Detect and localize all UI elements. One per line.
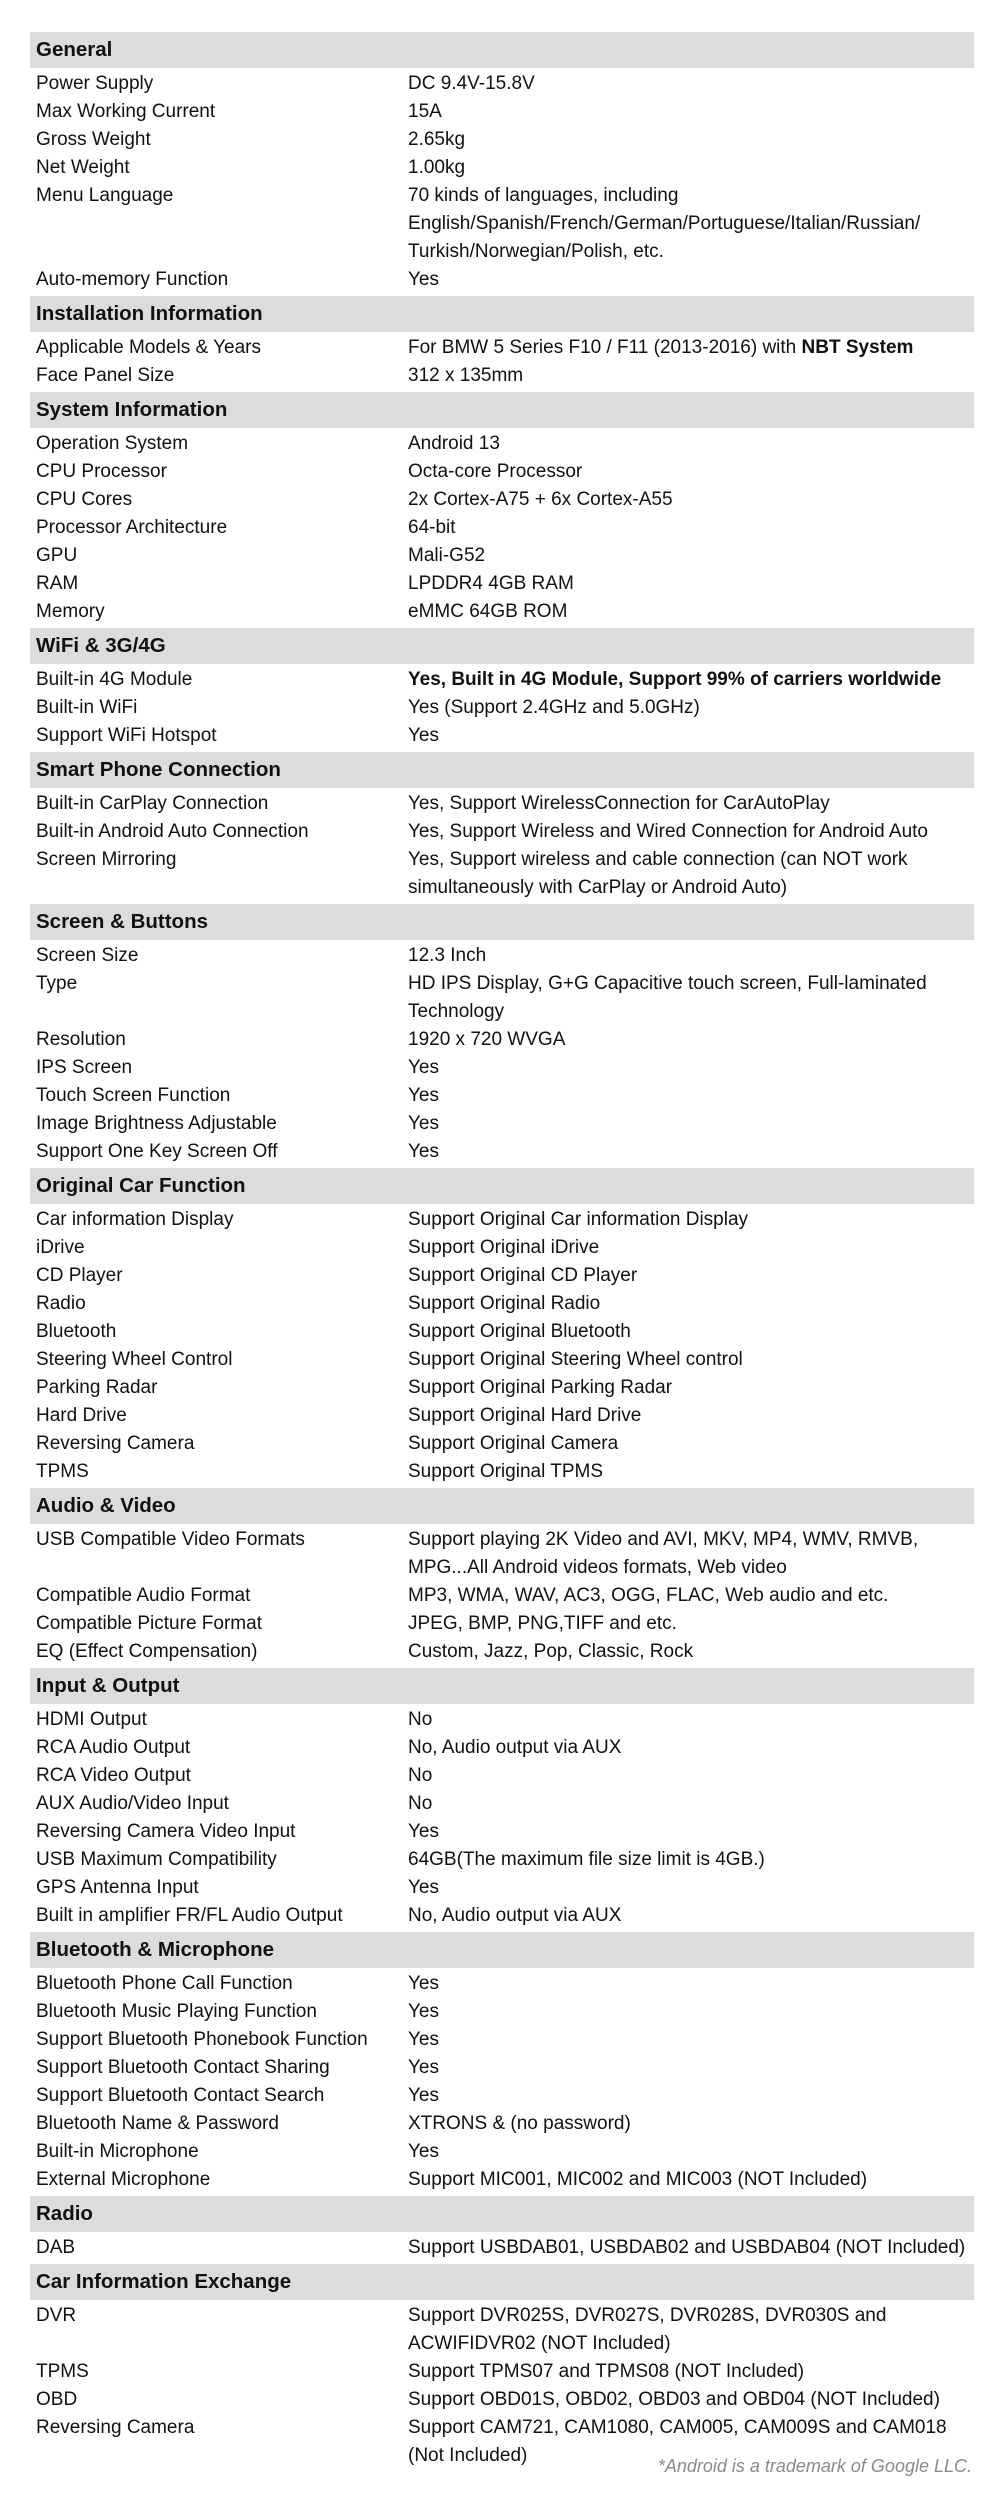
spec-row: [30, 1610, 974, 1638]
spec-value-text: HD IPS Display, G+G Capacitive touch screen, Full-laminated Technology: [408, 973, 927, 1022]
spec-value: [408, 1874, 974, 1902]
spec-label: Operation System: [36, 433, 189, 454]
section-rows: [30, 428, 974, 628]
spec-value-text: Support Original iDrive: [408, 1237, 600, 1258]
spec-value: [408, 1026, 974, 1054]
spec-section: [30, 1168, 974, 1488]
spec-label: TPMS: [36, 1461, 89, 1482]
spec-row: [30, 1762, 974, 1790]
spec-value-text: 64GB(The maximum file size limit is 4GB.): [408, 1849, 765, 1870]
spec-value-text: DC 9.4V-15.8V: [408, 73, 535, 94]
spec-value: [408, 570, 974, 598]
section-title: Audio & Video: [30, 1488, 974, 1524]
spec-value: [408, 666, 974, 694]
spec-label: TPMS: [36, 2361, 89, 2382]
spec-value-text: Android 13: [408, 433, 500, 454]
spec-value: [408, 458, 974, 486]
spec-value-text: No: [408, 1765, 433, 1786]
spec-value-text: 15A: [408, 101, 442, 122]
spec-value: [408, 2054, 974, 2082]
spec-value-emphasis: Yes, Built in 4G Module, Support 99% of carriers worldwide: [408, 669, 942, 690]
section-rows: [30, 940, 974, 1168]
section-rows: [30, 788, 974, 904]
spec-row: [30, 1458, 974, 1486]
spec-section: [30, 628, 974, 752]
spec-label: Steering Wheel Control: [36, 1349, 233, 1370]
spec-row: [30, 722, 974, 750]
spec-value: [408, 362, 974, 390]
spec-label: Support Bluetooth Contact Search: [36, 2085, 325, 2106]
spec-label: Reversing Camera: [36, 2417, 195, 2438]
spec-value: [408, 1638, 974, 1666]
spec-row: [30, 1874, 974, 1902]
spec-value-text: Yes, Support Wireless and Wired Connection for Android Auto: [408, 821, 928, 842]
spec-row: [30, 514, 974, 542]
spec-value: [408, 1290, 974, 1318]
spec-label: CD Player: [36, 1265, 123, 1286]
spec-label: Reversing Camera: [36, 1433, 195, 1454]
spec-value: [408, 694, 974, 722]
spec-value: [408, 1734, 974, 1762]
spec-value-text: Support Original Radio: [408, 1293, 601, 1314]
spec-label: DAB: [36, 2237, 76, 2258]
spec-row: [30, 1262, 974, 1290]
spec-value-text: Support MIC001, MIC002 and MIC003 (NOT Included): [408, 2169, 868, 2190]
spec-value-text: 1.00kg: [408, 157, 466, 178]
spec-value: [408, 598, 974, 626]
section-rows: [30, 1704, 974, 1932]
spec-row: [30, 790, 974, 818]
spec-row: [30, 458, 974, 486]
spec-label: Compatible Picture Format: [36, 1613, 262, 1634]
spec-label: Applicable Models & Years: [36, 337, 261, 358]
spec-label: Type: [36, 973, 78, 994]
spec-row: [30, 1138, 974, 1166]
spec-value: [408, 542, 974, 570]
spec-value: [408, 1706, 974, 1734]
spec-row: [30, 942, 974, 970]
spec-value: [408, 1846, 974, 1874]
spec-value-text: Yes: [408, 1113, 439, 1134]
spec-value-text: 64-bit: [408, 517, 456, 538]
spec-section: [30, 1932, 974, 2196]
spec-label: HDMI Output: [36, 1709, 147, 1730]
spec-value-text: Yes: [408, 725, 439, 746]
spec-label: Max Working Current: [36, 101, 216, 122]
spec-value: [408, 182, 974, 266]
spec-value-text: Yes: [408, 2029, 439, 2050]
spec-label: Built-in Microphone: [36, 2141, 199, 2162]
spec-label: Gross Weight: [36, 129, 151, 150]
spec-value: [408, 818, 974, 846]
spec-value: [408, 98, 974, 126]
spec-value-text: Yes, Support WirelessConnection for CarAutoPlay: [408, 793, 830, 814]
spec-value-text: Support TPMS07 and TPMS08 (NOT Included): [408, 2361, 805, 2382]
spec-row: [30, 266, 974, 294]
spec-value-text: Support Original TPMS: [408, 1461, 604, 1482]
spec-value: [408, 1206, 974, 1234]
spec-value: [408, 2026, 974, 2054]
spec-row: [30, 1638, 974, 1666]
spec-value-text: Support DVR025S, DVR027S, DVR028S, DVR030S and ACWIFIDVR02 (NOT Included): [408, 2305, 887, 2354]
spec-value: [408, 1054, 974, 1082]
section-rows: [30, 332, 974, 392]
spec-row: [30, 1970, 974, 1998]
spec-label: Built-in Android Auto Connection: [36, 821, 309, 842]
spec-row: [30, 1110, 974, 1138]
spec-row: [30, 846, 974, 902]
spec-value-emphasis: NBT System: [801, 337, 914, 358]
spec-value: [408, 486, 974, 514]
spec-label: Image Brightness Adjustable: [36, 1113, 277, 1134]
spec-row: [30, 1582, 974, 1610]
spec-label: Bluetooth: [36, 1321, 117, 1342]
spec-label: Support One Key Screen Off: [36, 1141, 278, 1162]
section-rows: [30, 2300, 974, 2472]
section-title: Installation Information: [30, 296, 974, 332]
spec-row: [30, 2082, 974, 2110]
spec-row: [30, 2358, 974, 2386]
spec-label: IPS Screen: [36, 1057, 133, 1078]
spec-row: [30, 2054, 974, 2082]
spec-value-text: Yes: [408, 1085, 439, 1106]
spec-row: [30, 2166, 974, 2194]
spec-row: [30, 2386, 974, 2414]
spec-value: [408, 1110, 974, 1138]
spec-row: [30, 334, 974, 362]
spec-sheet: [30, 32, 974, 2472]
spec-value: [408, 1138, 974, 1166]
spec-row: [30, 694, 974, 722]
spec-row: [30, 362, 974, 390]
spec-value-text: Yes: [408, 2057, 439, 2078]
spec-value-text: Support Original CD Player: [408, 1265, 638, 1286]
spec-label: Power Supply: [36, 73, 154, 94]
spec-value-text: Yes: [408, 2085, 439, 2106]
spec-row: [30, 2110, 974, 2138]
spec-label: GPS Antenna Input: [36, 1877, 199, 1898]
spec-label: RAM: [36, 573, 79, 594]
spec-label: GPU: [36, 545, 78, 566]
spec-value: [408, 126, 974, 154]
spec-value: [408, 2138, 974, 2166]
spec-row: [30, 70, 974, 98]
section-title: Car Information Exchange: [30, 2264, 974, 2300]
section-title: Smart Phone Connection: [30, 752, 974, 788]
spec-value-text: eMMC 64GB ROM: [408, 601, 568, 622]
spec-value: [408, 970, 974, 1026]
spec-value: [408, 2234, 974, 2262]
section-title: System Information: [30, 392, 974, 428]
spec-label: Compatible Audio Format: [36, 1585, 251, 1606]
spec-label: Menu Language: [36, 185, 174, 206]
spec-row: [30, 1790, 974, 1818]
spec-value: [408, 790, 974, 818]
spec-label: Bluetooth Name & Password: [36, 2113, 279, 2134]
spec-label: CPU Cores: [36, 489, 133, 510]
spec-value-text: 70 kinds of languages, including English/Spanish/French/German/Portuguese/Italian/Russian/ Turkish/Norwegian/Polish, etc.: [408, 185, 921, 262]
spec-section: [30, 392, 974, 628]
spec-value: [408, 1458, 974, 1486]
spec-label: Support Bluetooth Phonebook Function: [36, 2029, 368, 2050]
spec-row: [30, 1846, 974, 1874]
spec-value-text: 1920 x 720 WVGA: [408, 1029, 566, 1050]
spec-label: Processor Architecture: [36, 517, 228, 538]
spec-value-text: Support playing 2K Video and AVI, MKV, MP4, WMV, RMVB, MPG...All Android videos formats, Web video: [408, 1529, 919, 1578]
spec-value-text: Custom, Jazz, Pop, Classic, Rock: [408, 1641, 694, 1662]
spec-section: [30, 296, 974, 392]
spec-row: [30, 98, 974, 126]
spec-value-text: No: [408, 1709, 433, 1730]
spec-row: [30, 570, 974, 598]
spec-label: Support Bluetooth Contact Sharing: [36, 2057, 330, 2078]
spec-value-text: Yes: [408, 1973, 439, 1994]
spec-label: RCA Video Output: [36, 1765, 191, 1786]
section-title: Input & Output: [30, 1668, 974, 1704]
spec-row: [30, 430, 974, 458]
spec-value: [408, 1402, 974, 1430]
section-rows: [30, 1968, 974, 2196]
spec-label: Resolution: [36, 1029, 126, 1050]
spec-value-text: No: [408, 1793, 433, 1814]
spec-value: [408, 1902, 974, 1930]
spec-value-text: For BMW 5 Series F10 / F11 (2013-2016) with: [408, 337, 802, 358]
spec-row: [30, 542, 974, 570]
spec-row: [30, 1346, 974, 1374]
spec-label: Parking Radar: [36, 1377, 158, 1398]
spec-value: [408, 1234, 974, 1262]
spec-section: [30, 2264, 974, 2472]
spec-value: [408, 2110, 974, 2138]
spec-row: [30, 970, 974, 1026]
spec-row: [30, 154, 974, 182]
spec-row: [30, 2302, 974, 2358]
spec-value: [408, 1526, 974, 1582]
section-title: WiFi & 3G/4G: [30, 628, 974, 664]
spec-value: [408, 1346, 974, 1374]
spec-value-text: Support USBDAB01, USBDAB02 and USBDAB04 (NOT Included): [408, 2237, 966, 2258]
spec-label: Support WiFi Hotspot: [36, 725, 217, 746]
spec-row: [30, 2234, 974, 2262]
spec-row: [30, 598, 974, 626]
spec-value-text: Support Original Parking Radar: [408, 1377, 673, 1398]
spec-label: Built-in 4G Module: [36, 669, 193, 690]
section-title: Original Car Function: [30, 1168, 974, 1204]
spec-label: Auto-memory Function: [36, 269, 229, 290]
spec-value-text: Yes, Support wireless and cable connection (can NOT work simultaneously with CarPlay or Android Auto): [408, 849, 908, 898]
spec-row: [30, 1430, 974, 1458]
spec-value: [408, 1998, 974, 2026]
spec-label: Built in amplifier FR/FL Audio Output: [36, 1905, 343, 1926]
spec-value: [408, 1762, 974, 1790]
spec-label: Face Panel Size: [36, 365, 175, 386]
section-rows: [30, 1204, 974, 1488]
spec-row: [30, 1734, 974, 1762]
spec-value: [408, 2302, 974, 2358]
spec-value: [408, 1790, 974, 1818]
spec-value: [408, 154, 974, 182]
spec-label: Screen Size: [36, 945, 139, 966]
spec-value: [408, 70, 974, 98]
spec-row: [30, 2026, 974, 2054]
spec-section: [30, 32, 974, 296]
spec-value: [408, 266, 974, 294]
spec-label: External Microphone: [36, 2169, 211, 2190]
spec-label: Built-in WiFi: [36, 697, 138, 718]
spec-row: [30, 126, 974, 154]
spec-value: [408, 1082, 974, 1110]
spec-value-text: Yes: [408, 2141, 439, 2162]
spec-row: [30, 1374, 974, 1402]
spec-value-text: Yes: [408, 1057, 439, 1078]
spec-label: Bluetooth Music Playing Function: [36, 2001, 317, 2022]
spec-value: [408, 514, 974, 542]
spec-label: AUX Audio/Video Input: [36, 1793, 229, 1814]
section-title: Radio: [30, 2196, 974, 2232]
spec-label: Screen Mirroring: [36, 849, 177, 870]
spec-value-text: Octa-core Processor: [408, 461, 583, 482]
spec-value: [408, 430, 974, 458]
spec-value-text: No, Audio output via AUX: [408, 1905, 622, 1926]
spec-value: [408, 2166, 974, 2194]
spec-value-text: Yes: [408, 2001, 439, 2022]
spec-value: [408, 2358, 974, 2386]
spec-value-text: XTRONS & (no password): [408, 2113, 631, 2134]
spec-value-text: Yes: [408, 1877, 439, 1898]
spec-value: [408, 2386, 974, 2414]
spec-value-text: JPEG, BMP, PNG,TIFF and etc.: [408, 1613, 677, 1634]
spec-value-text: 312 x 135mm: [408, 365, 524, 386]
section-rows: [30, 2232, 974, 2264]
spec-row: [30, 1054, 974, 1082]
spec-value-text: 2.65kg: [408, 129, 466, 150]
spec-row: [30, 1026, 974, 1054]
spec-value: [408, 1374, 974, 1402]
spec-value-text: 12.3 Inch: [408, 945, 487, 966]
spec-label: OBD: [36, 2389, 78, 2410]
spec-value-text: Mali-G52: [408, 545, 486, 566]
section-title: General: [30, 32, 974, 68]
spec-value: [408, 334, 974, 362]
spec-value-text: Yes: [408, 1821, 439, 1842]
spec-value-text: MP3, WMA, WAV, AC3, OGG, FLAC, Web audio and etc.: [408, 1585, 889, 1606]
spec-value-text: Yes: [408, 1141, 439, 1162]
spec-value: [408, 846, 974, 902]
spec-label: DVR: [36, 2305, 77, 2326]
section-rows: [30, 68, 974, 296]
spec-row: [30, 1206, 974, 1234]
spec-value: [408, 942, 974, 970]
spec-label: Car information Display: [36, 1209, 234, 1230]
section-rows: [30, 664, 974, 752]
spec-value: [408, 1582, 974, 1610]
spec-value: [408, 1430, 974, 1458]
spec-row: [30, 666, 974, 694]
spec-value-text: No, Audio output via AUX: [408, 1737, 622, 1758]
spec-row: [30, 1902, 974, 1930]
spec-value-text: Support Original Hard Drive: [408, 1405, 642, 1426]
spec-label: USB Compatible Video Formats: [36, 1529, 305, 1550]
section-title: Bluetooth & Microphone: [30, 1932, 974, 1968]
spec-label: Net Weight: [36, 157, 130, 178]
spec-section: [30, 904, 974, 1168]
spec-label: Memory: [36, 601, 105, 622]
spec-section: [30, 752, 974, 904]
spec-section: [30, 1668, 974, 1932]
spec-label: RCA Audio Output: [36, 1737, 191, 1758]
spec-label: Radio: [36, 1293, 86, 1314]
spec-value-text: Support Original Bluetooth: [408, 1321, 631, 1342]
spec-value: [408, 722, 974, 750]
spec-row: [30, 1234, 974, 1262]
spec-label: CPU Processor: [36, 461, 167, 482]
spec-value: [408, 1970, 974, 1998]
spec-label: Touch Screen Function: [36, 1085, 231, 1106]
spec-row: [30, 2138, 974, 2166]
spec-label: iDrive: [36, 1237, 85, 1258]
spec-value-text: Support Original Car information Display: [408, 1209, 749, 1230]
spec-label: Hard Drive: [36, 1405, 127, 1426]
spec-value: [408, 2082, 974, 2110]
spec-value: [408, 1610, 974, 1638]
spec-row: [30, 182, 974, 266]
spec-label: USB Maximum Compatibility: [36, 1849, 277, 1870]
spec-value-text: Support Original Camera: [408, 1433, 619, 1454]
spec-row: [30, 1526, 974, 1582]
spec-label: Reversing Camera Video Input: [36, 1821, 296, 1842]
spec-section: [30, 2196, 974, 2264]
spec-value-text: 2x Cortex-A75 + 6x Cortex-A55: [408, 489, 673, 510]
spec-row: [30, 1402, 974, 1430]
spec-value-text: Support CAM721, CAM1080, CAM005, CAM009S and CAM018 (Not Included): [408, 2417, 947, 2466]
spec-section: [30, 1488, 974, 1668]
spec-row: [30, 1290, 974, 1318]
spec-value: [408, 1318, 974, 1346]
spec-row: [30, 1818, 974, 1846]
spec-value: [408, 1818, 974, 1846]
spec-value-text: Support OBD01S, OBD02, OBD03 and OBD04 (NOT Included): [408, 2389, 940, 2410]
spec-label: EQ (Effect Compensation): [36, 1641, 258, 1662]
spec-row: [30, 1706, 974, 1734]
section-title: Screen & Buttons: [30, 904, 974, 940]
spec-label: Bluetooth Phone Call Function: [36, 1973, 293, 1994]
spec-label: Built-in CarPlay Connection: [36, 793, 269, 814]
spec-row: [30, 818, 974, 846]
spec-row: [30, 486, 974, 514]
spec-row: [30, 1318, 974, 1346]
spec-value-text: Yes (Support 2.4GHz and 5.0GHz): [408, 697, 700, 718]
spec-value: [408, 1262, 974, 1290]
spec-value-text: Yes: [408, 269, 439, 290]
spec-row: [30, 1998, 974, 2026]
spec-value-text: Support Original Steering Wheel control: [408, 1349, 743, 1370]
spec-value-text: LPDDR4 4GB RAM: [408, 573, 574, 594]
section-rows: [30, 1524, 974, 1668]
spec-row: [30, 1082, 974, 1110]
trademark-footnote: *Android is a trademark of Google LLC.: [657, 2456, 972, 2476]
